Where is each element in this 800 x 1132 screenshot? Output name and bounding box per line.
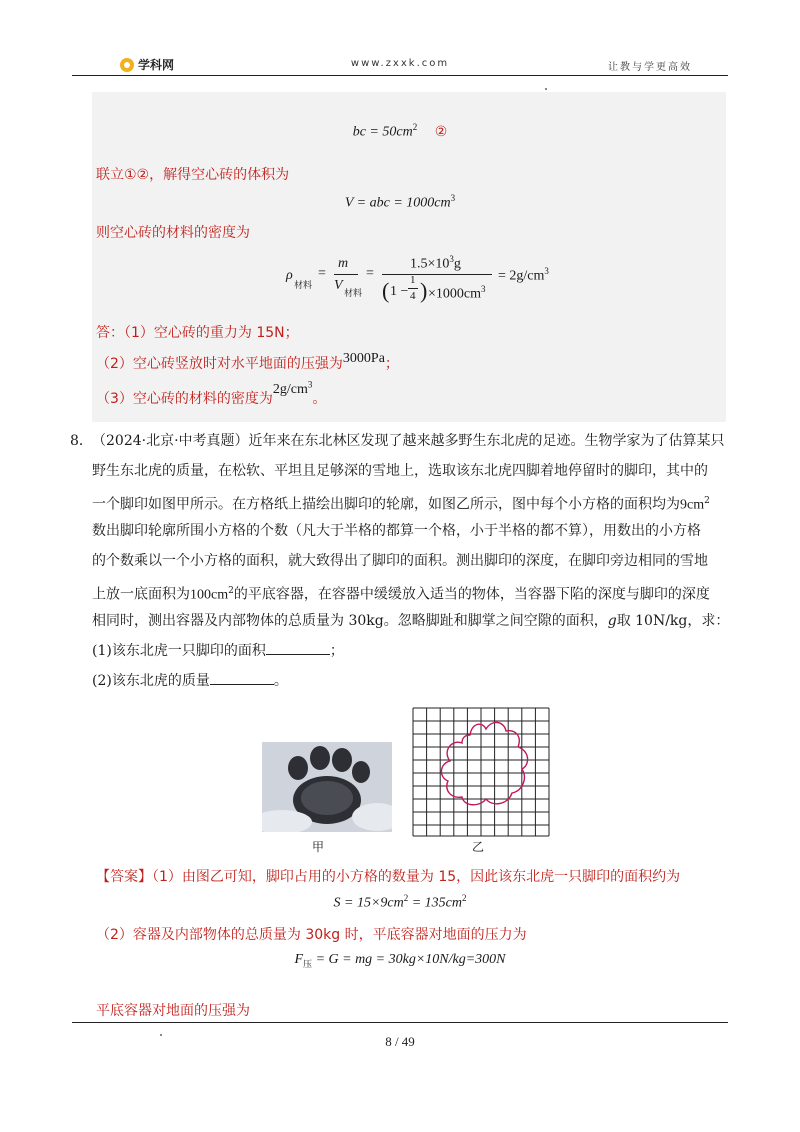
- answer-blank[interactable]: [266, 640, 330, 655]
- answer-line: 答：（1）空心砖的重力为 15N；: [96, 325, 299, 341]
- answer-blank[interactable]: [210, 670, 274, 685]
- figure-caption-b: 乙: [472, 840, 485, 854]
- answer-tag: 【答案】: [96, 869, 152, 885]
- equation-bc: bc = $50cm^2$ ②: [352, 122, 448, 140]
- paw-print-photo: [262, 742, 392, 832]
- answer-line: 平底容器对地面的压强为: [96, 1003, 250, 1019]
- footer-divider: [72, 1022, 728, 1023]
- header-divider: [72, 75, 728, 76]
- slogan: 让教与学更高效: [608, 62, 692, 73]
- equation-area: $S = 15\times 9cm^2 = 135cm^2$: [333, 893, 467, 911]
- site-url: www.zxxk.com: [350, 58, 450, 69]
- sub-question-1: (1)该东北虎一只脚印的面积 ；: [92, 636, 344, 666]
- question-number: 8．: [70, 433, 93, 449]
- step-text: 联立①②，解得空心砖的体积为: [96, 167, 290, 183]
- answer-line: （2）空心砖竖放时对水平地面的压强为3000Pa；: [96, 351, 399, 372]
- grid-outline-figure: [412, 707, 550, 837]
- question-line: 的个数乘以一个小方格的面积，就大致得出了脚印的面积。测出脚印的深度，在脚印旁边相同的雪地: [92, 553, 708, 569]
- equation-volume: V = abc = $1000cm^3$: [344, 193, 456, 211]
- question-line: 相同时，测出容器及内部物体的总质量为 30kg。忽略脚趾和脚掌之间空隙的面积，g取 10N/kg，求：: [92, 613, 730, 629]
- question-line: （2024·北京·中考真题）近年来在东北林区发现了越来越多野生东北虎的足迹。生物学家为了估算某只: [92, 433, 725, 449]
- answer-line: （3）空心砖的材料的密度为$2g/cm^3$。: [96, 379, 327, 407]
- question-line: 上放一底面积为$100cm^2$的平底容器，在容器中缓缓放入适当的物体，当容器下陷的深度与脚印的深度: [92, 586, 710, 603]
- question-line: 野生东北虎的质量，在松软、平坦且足够深的雪地上，选取该东北虎四脚着地停留时的脚印，其中的: [92, 463, 708, 479]
- answer-line: （2）容器及内部物体的总质量为 30kg 时，平底容器对地面的压力为: [96, 927, 527, 943]
- figure-caption-a: 甲: [312, 840, 325, 854]
- page-header: [72, 56, 728, 76]
- paw-print-icon: [262, 742, 392, 832]
- equation-force: $F_压 = G$ = mg = 30kg×10N/kg=300N: [294, 952, 506, 969]
- sub-question-2: (2)该东北虎的质量 。: [92, 666, 288, 696]
- dot-mark: [545, 88, 547, 90]
- step-text: 则空心砖的材料的密度为: [96, 225, 250, 241]
- answer-line: 【答案】（1）由图乙可知，脚印占用的小方格的数量为 15，因此该东北虎一只脚印的面积约为: [96, 869, 681, 885]
- equation-mark: ②: [434, 123, 448, 140]
- equation-density: ρ 材料 = m V 材料 = $1.5\times 10^3g$ ( 1 − 1 4 ) $\times 1000cm^3$ = $2g/cm^3$: [286, 254, 549, 303]
- question-line: 数出脚印轮廓所围小方格的个数（凡大于半格的都算一个格，小于半格的都不算），用数出的小方格: [92, 523, 701, 539]
- logo-text: 学科网: [138, 58, 175, 72]
- question-line: 一个脚印如图甲所示。在方格纸上描绘出脚印的轮廓，如图乙所示，图中每个小方格的面积均为$9cm^2$: [92, 496, 710, 513]
- page-number: 8 / 49: [385, 1034, 415, 1049]
